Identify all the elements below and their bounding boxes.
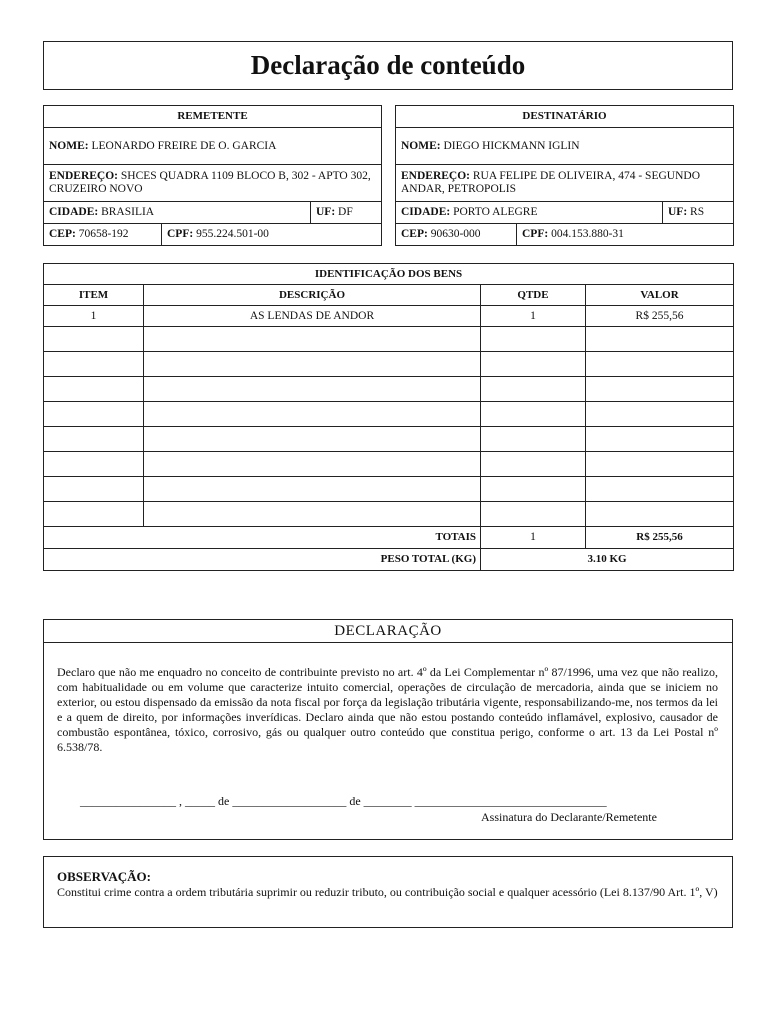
row-item: 1 — [44, 306, 144, 327]
remetente-endereco: SHCES QUADRA 1109 BLOCO B, 302 - APTO 302, CRUZEIRO NOVO — [49, 170, 371, 195]
label-endereco: ENDEREÇO: — [401, 170, 471, 182]
peso-row — [44, 549, 734, 571]
observacao-text: Constitui crime contra a ordem tributária suprimir ou reduzir tributo, ou contribuição social e qualquer acessório (Lei 8.137/90 Art. 1º, V) — [57, 885, 718, 899]
remetente-cidade-cell — [44, 202, 311, 224]
signature-line: ________________ , _____ de ___________________ de ________ ________________________________ — [80, 794, 607, 808]
label-endereco: ENDEREÇO: — [49, 170, 119, 182]
remetente-nome: LEONARDO FREIRE DE O. GARCIA — [91, 139, 277, 152]
empty-row — [44, 427, 734, 452]
label-nome: NOME: — [401, 139, 441, 152]
destinatario-cidade-cell — [396, 202, 663, 224]
empty-row — [44, 477, 734, 502]
page-title: Declaração de conteúdo — [250, 50, 526, 80]
remetente-header: REMETENTE — [44, 106, 382, 128]
label-cidade: CIDADE: — [49, 206, 99, 218]
label-cpf: CPF: — [167, 228, 194, 240]
signature-caption: Assinatura do Declarante/Remetente — [481, 810, 657, 824]
destinatario-cpf: 004.153.880-31 — [551, 228, 624, 240]
label-uf: UF: — [316, 206, 336, 218]
destinatario-nome: DIEGO HICKMANN IGLIN — [443, 139, 580, 152]
observacao-box — [43, 856, 733, 928]
empty-row — [44, 352, 734, 377]
empty-row — [44, 452, 734, 477]
remetente-nome-cell — [44, 128, 382, 165]
row-valor: R$ 255,56 — [586, 306, 734, 327]
destinatario-uf-cell — [663, 202, 734, 224]
destinatario-cpf-cell — [517, 224, 734, 246]
bens-header: IDENTIFICAÇÃO DOS BENS — [44, 264, 734, 285]
label-uf: UF: — [668, 206, 688, 218]
label-cep: CEP: — [49, 228, 76, 240]
destinatario-nome-cell — [396, 128, 734, 165]
remetente-table — [43, 105, 382, 246]
destinatario-cidade: PORTO ALEGRE — [453, 206, 538, 218]
destinatario-table — [395, 105, 734, 246]
observacao-title: OBSERVAÇÃO: — [57, 869, 151, 884]
peso-valor: 3.10 KG — [481, 549, 734, 571]
destinatario-cep: 90630-000 — [430, 228, 481, 240]
destinatario-header: DESTINATÁRIO — [396, 106, 734, 128]
destinatario-cep-cell — [396, 224, 517, 246]
destinatario-uf: RS — [690, 206, 705, 218]
empty-row — [44, 377, 734, 402]
label-cep: CEP: — [401, 228, 428, 240]
col-item: ITEM — [44, 285, 144, 306]
empty-row — [44, 402, 734, 427]
row-qtde: 1 — [481, 306, 586, 327]
col-valor: VALOR — [586, 285, 734, 306]
bens-table — [43, 263, 734, 571]
peso-label: PESO TOTAL (KG) — [44, 549, 481, 571]
remetente-cidade: BRASILIA — [101, 206, 155, 218]
totais-label: TOTAIS — [44, 527, 481, 549]
remetente-cpf: 955.224.501-00 — [196, 228, 269, 240]
col-qtde: QTDE — [481, 285, 586, 306]
totais-valor: R$ 255,56 — [586, 527, 734, 549]
remetente-uf: DF — [338, 206, 353, 218]
col-descricao: DESCRIÇÃO — [144, 285, 481, 306]
remetente-endereco-cell — [44, 165, 382, 202]
declaracao-title: DECLARAÇÃO — [44, 620, 732, 643]
label-cidade: CIDADE: — [401, 206, 451, 218]
empty-row — [44, 502, 734, 527]
remetente-cpf-cell — [162, 224, 382, 246]
title-box — [43, 41, 733, 90]
row-descricao: AS LENDAS DE ANDOR — [144, 306, 481, 327]
declaracao-box — [43, 619, 733, 840]
destinatario-endereco: RUA FELIPE DE OLIVEIRA, 474 - SEGUNDO ANDAR, PETROPOLIS — [401, 170, 701, 195]
declaracao-text: Declaro que não me enquadro no conceito de contribuinte previsto no art. 4º da Lei Complementar nº 87/1996, uma vez que não realizo, com habitualidade ou em volume que caracterize intuito comercial, operações de circulação de mercadoria, ainda que se iniciem no exterior, ou estou dispensado da emissão da nota fiscal por força da legislação tributária vigente, responsabilizando-me, nos termos da lei e a quem de direito, por informações inverídicas. Declaro ainda que não estou postando conteúdo inflamável, explosivo, causador de combustão espontânea, tóxico, corrosivo, gás ou qualquer outro conteúdo que constitua perigo, conforme o art. 13 da Lei Postal nº 6.538/78. — [57, 665, 718, 754]
remetente-cep-cell — [44, 224, 162, 246]
table-row — [44, 306, 734, 327]
totals-row — [44, 527, 734, 549]
totais-qtde: 1 — [481, 527, 586, 549]
empty-row — [44, 327, 734, 352]
label-nome: NOME: — [49, 139, 89, 152]
remetente-cep: 70658-192 — [78, 228, 129, 240]
remetente-uf-cell — [311, 202, 382, 224]
destinatario-endereco-cell — [396, 165, 734, 202]
label-cpf: CPF: — [522, 228, 549, 240]
